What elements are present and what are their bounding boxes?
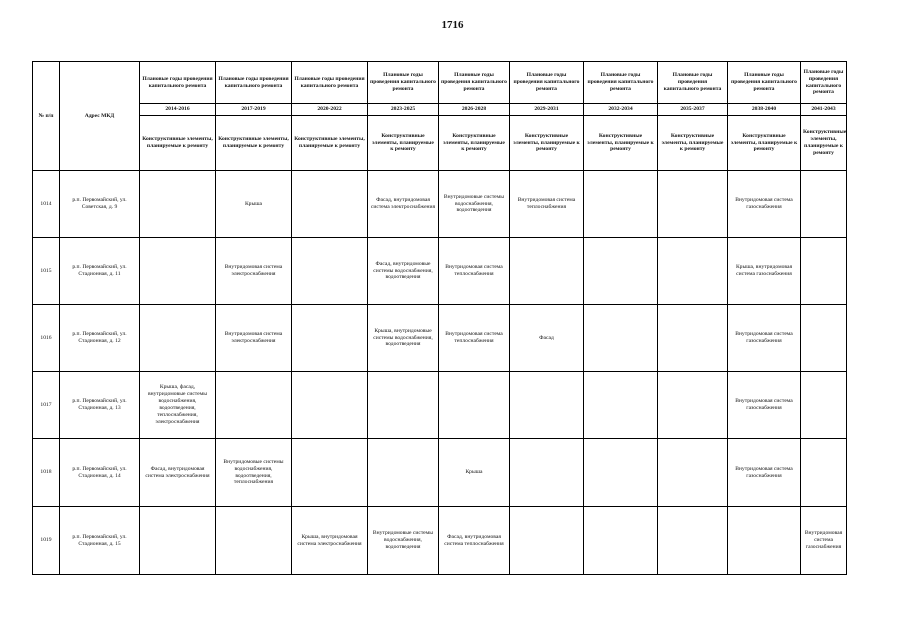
row-cell: Внутридомовая система электроснабжения: [216, 238, 292, 305]
row-cell: Фасад, внутридомовая система электроснабжения: [368, 171, 439, 238]
header-period-title: Плановые годы проведения капитального ремонта: [801, 62, 847, 104]
row-cell: Крыша: [439, 439, 510, 507]
row-cell: Крыша, внутридомовая система электроснабжения: [292, 507, 368, 575]
row-cell: [368, 372, 439, 439]
row-cell: [658, 372, 728, 439]
row-cell: Фасад, внутридомовая система теплоснабжения: [439, 507, 510, 575]
row-cell: [584, 439, 658, 507]
row-address: р.п. Первомайский, ул. Стадионная, д. 11: [60, 238, 140, 305]
row-cell: [368, 439, 439, 507]
header-period-title: Плановые годы проведения капитального ремонта: [140, 62, 216, 104]
row-cell: [292, 439, 368, 507]
row-address: р.п. Первомайский, ул. Стадионная, д. 13: [60, 372, 140, 439]
row-cell: [292, 305, 368, 372]
header-elements: Конструктивные элементы, планируемые к ремонту: [368, 116, 439, 171]
row-cell: [658, 171, 728, 238]
table-row: [33, 238, 847, 305]
row-address: р.п. Первомайский, ул. Стадионная, д. 15: [60, 507, 140, 575]
row-address: р.п. Первомайский, ул. Стадионная, д. 12: [60, 305, 140, 372]
row-cell: Внутридомовые системы водоснабжения, водоотведения: [439, 171, 510, 238]
header-period-title: Плановые годы проведения капитального ремонта: [584, 62, 658, 104]
row-cell: [292, 372, 368, 439]
header-elements: Конструктивные элементы, планируемые к ремонту: [292, 116, 368, 171]
row-cell: Внутридомовая система электроснабжения: [216, 305, 292, 372]
row-number: 1015: [33, 238, 60, 305]
row-cell: Фасад, внутридомовые системы водоснабжения, водоотведения: [368, 238, 439, 305]
row-cell: Внутридомовая система теплоснабжения: [510, 171, 584, 238]
row-cell: [292, 171, 368, 238]
table-row: [33, 372, 847, 439]
capital-repair-table: [32, 61, 847, 575]
row-cell: Крыша, внутридомовая система газоснабжения: [728, 238, 801, 305]
header-period-years: 2020-2022: [292, 104, 368, 116]
row-cell: [658, 507, 728, 575]
row-cell: Крыша, фасад, внутридомовые системы водоснабжения, водоотведения, теплоснабжения, электроснабжения: [140, 372, 216, 439]
row-cell: Внутридомовая система газоснабжения: [728, 171, 801, 238]
header-period-title: Плановые годы проведения капитального ремонта: [510, 62, 584, 104]
row-address: р.п. Первомайский, ул. Стадионная, д. 14: [60, 439, 140, 507]
row-cell: [801, 372, 847, 439]
table-row: [33, 171, 847, 238]
header-period-title: Плановые годы проведения капитального ремонта: [292, 62, 368, 104]
row-cell: [584, 507, 658, 575]
row-cell: [216, 507, 292, 575]
header-period-years: 2035-2037: [658, 104, 728, 116]
table-row: [33, 305, 847, 372]
header-period-title: Плановые годы проведения капитального ремонта: [439, 62, 510, 104]
header-address: Адрес МКД: [60, 62, 140, 171]
row-cell: [584, 171, 658, 238]
header-elements: Конструктивные элементы, планируемые к ремонту: [439, 116, 510, 171]
row-cell: [658, 439, 728, 507]
header-period-title: Плановые годы проведения капитального ремонта: [368, 62, 439, 104]
row-cell: Внутридомовая система теплоснабжения: [439, 238, 510, 305]
row-cell: [140, 238, 216, 305]
row-cell: Внутридомовая система теплоснабжения: [439, 305, 510, 372]
header-period-years: 2041-2043: [801, 104, 847, 116]
row-cell: [292, 238, 368, 305]
header-period-years: 2017-2019: [216, 104, 292, 116]
row-cell: [140, 305, 216, 372]
row-cell: Крыша: [216, 171, 292, 238]
row-cell: Внутридомовая система газоснабжения: [728, 439, 801, 507]
row-cell: [801, 171, 847, 238]
header-elements: Конструктивные элементы, планируемые к ремонту: [801, 116, 847, 171]
row-cell: [140, 171, 216, 238]
header-period-title: Плановые годы проведения капитального ремонта: [216, 62, 292, 104]
header-elements: Конструктивные элементы, планируемые к ремонту: [584, 116, 658, 171]
row-cell: [584, 238, 658, 305]
header-elements: Конструктивные элементы, планируемые к ремонту: [658, 116, 728, 171]
row-cell: Фасад: [510, 305, 584, 372]
row-cell: [510, 507, 584, 575]
row-cell: [216, 372, 292, 439]
row-cell: [439, 372, 510, 439]
header-period-years: 2038-2040: [728, 104, 801, 116]
row-cell: [658, 238, 728, 305]
row-cell: Внутридомовые системы водоснабжения, водоотведения, теплоснабжения: [216, 439, 292, 507]
row-cell: [801, 439, 847, 507]
header-period-years: 2014-2016: [140, 104, 216, 116]
row-cell: [801, 305, 847, 372]
table-row: [33, 507, 847, 575]
header-elements: Конструктивные элементы, планируемые к ремонту: [728, 116, 801, 171]
row-cell: Внутридомовые системы водоснабжения, водоотведения: [368, 507, 439, 575]
row-cell: [584, 372, 658, 439]
row-cell: Внутридомовая система газоснабжения: [801, 507, 847, 575]
row-cell: [584, 305, 658, 372]
row-cell: Фасад, внутридомовая система электроснабжения: [140, 439, 216, 507]
header-period-years: 2029-2031: [510, 104, 584, 116]
row-cell: [140, 507, 216, 575]
row-cell: [510, 372, 584, 439]
header-elements: Конструктивные элементы, планируемые к ремонту: [216, 116, 292, 171]
header-period-title: Плановые годы проведения капитального ремонта: [658, 62, 728, 104]
page-number: 1716: [441, 19, 464, 31]
header-period-title: Плановые годы проведения капитального ремонта: [728, 62, 801, 104]
header-row-years: [33, 104, 847, 116]
row-cell: Внутридомовая система газоснабжения: [728, 372, 801, 439]
row-cell: [801, 238, 847, 305]
table-row: [33, 439, 847, 507]
row-cell: Крыша, внутридомовые системы водоснабжения, водоотведения: [368, 305, 439, 372]
row-cell: [728, 507, 801, 575]
row-number: 1019: [33, 507, 60, 575]
header-period-years: 2023-2025: [368, 104, 439, 116]
header-period-years: 2026-2028: [439, 104, 510, 116]
row-number: 1016: [33, 305, 60, 372]
header-elements: Конструктивные элементы, планируемые к ремонту: [510, 116, 584, 171]
header-row-elements: [33, 116, 847, 171]
row-address: р.п. Первомайский, ул. Советская, д. 9: [60, 171, 140, 238]
row-number: 1017: [33, 372, 60, 439]
header-num: № п/п: [33, 62, 60, 171]
row-number: 1018: [33, 439, 60, 507]
row-cell: [658, 305, 728, 372]
header-period-years: 2032-2034: [584, 104, 658, 116]
row-cell: [510, 439, 584, 507]
header-elements: Конструктивные элементы, планируемые к ремонту: [140, 116, 216, 171]
row-cell: [510, 238, 584, 305]
row-cell: Внутридомовая система газоснабжения: [728, 305, 801, 372]
row-number: 1014: [33, 171, 60, 238]
header-row-title: [33, 62, 847, 104]
